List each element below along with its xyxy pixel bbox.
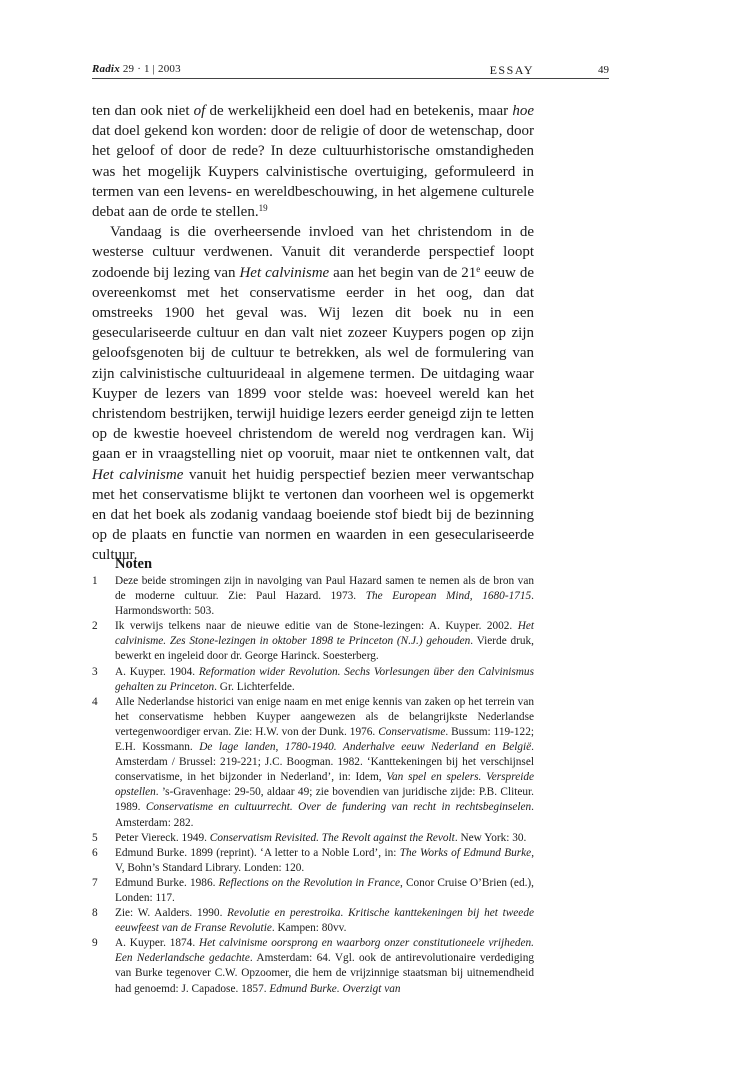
note-number: 5: [92, 831, 98, 844]
note-item: 6 Edmund Burke. 1899 (reprint). ‘A letter to a Noble Lord’, in: The Works of Edmund Burke, V, Bohn’s Standard Library. Londen: 120.: [92, 846, 535, 874]
notes-heading: Noten: [115, 556, 153, 572]
note-number: 6: [92, 846, 98, 859]
page-number: 49: [598, 64, 609, 76]
note-item: 2 Ik verwijs telkens naar de nieuwe editie van de Stone-lezingen: A. Kuyper. 2002. Het calvinisme. Zes Stone-lezingen in oktober 1898 te Princeton (N.J.) gehouden. Vierde druk, bewerkt en ingeleid door dr. George Harinck. Soesterberg.: [92, 620, 535, 663]
notes-list: [92, 574, 534, 997]
note-item: 4 Alle Nederlandse historici van enige naam en met enige kennis van zaken op het terrein van het conservatisme hebben Kuyper aangewezen als de belangrijkste Nederlandse vertegenwoordiger ervan. Zie: H.W. von der Dunk. 1976. Conservatisme. Bussum: 119-122; E.H. Kossmann. De lage landen, 1780-1940. Anderhalve eeuw Nederland en België. Amsterdam / Brussel: 219-221; J.C. Boogman. 1982. ‘Kanttekeningen bij het verschijnsel conservatisme, in het bijzonder in Nederland’, in: Idem, Van spel en spelers. Verspreide opstellen. ’s-Gravenhage: 29-50, aldaar 49; zie bovendien van juridische zijde: P.B. Cliteur. 1989. Conservatisme en cultuurrecht. Over de fundering van recht in rechtsbeginselen. Amsterdam: 282.: [92, 695, 535, 829]
note-item: 8 Zie: W. Aalders. 1990. Revolutie en perestroika. Kritische kanttekeningen bij het tweede eeuwfeest van de Franse Revolutie. Kampen: 80vv.: [92, 907, 534, 935]
footnote-reference: 19: [258, 203, 268, 214]
note-item: 7 Edmund Burke. 1986. Reflections on the Revolution in France, Conor Cruise O’Brien (ed.), Londen: 117.: [92, 876, 534, 904]
note-item: 9 A. Kuyper. 1874. Het calvinisme oorsprong en waarborg onzer constitutioneele vrijheden. Een Nederlandsche gedachte. Amsterdam: 64. Vgl. ook de antirevolutionaire verdediging van Burke tegenover C.W. Opzoomer, die hem de vrijzinnige staatsman bij uitnemendheid had genoemd: J. Capadose. 1857. Edmund Burke. Overzigt van: [92, 937, 534, 995]
running-head: [92, 63, 181, 75]
note-number: 2: [92, 620, 98, 633]
paragraph: ten dan ook niet of de werkelijkheid een doel had en betekenis, maar hoe dat doel gekend kon worden: door de religie of door de wetenschap, door het geloof of door de rede? In deze cultuurhistorische omstandigheden was het mogelijk Kuypers calvinistische overtuiging, geformuleerd in termen van een levens- en wereldbeschouwing, in het algemene culturele debat aan de orde te stellen.$^{19}$: [92, 103, 534, 221]
note-number: 1: [92, 575, 98, 587]
note-number: 9: [92, 937, 98, 950]
issue-info: 29 · 1 | 2003: [122, 63, 181, 75]
note-number: 3: [92, 665, 98, 678]
note-number: 4: [92, 695, 98, 708]
note-item: 5 Peter Viereck. 1949. Conservatism Revisited. The Revolt against the Revolt. New York: 30.: [92, 831, 534, 846]
note-number: 8: [92, 907, 98, 920]
section-label: ESSAY: [489, 63, 534, 77]
essay-body: [92, 101, 534, 566]
ordinal-superscript: e: [476, 263, 481, 274]
paragraph: Vandaag is die overheersende invloed van het christendom in de westerse cultuur verdwenen. Vanuit dit veranderde perspectief loopt zodoende bij lezing van Het calvinisme aan het begin van de 21e eeuw de overeenkomst met het conservatisme eerder in het oog, dan dat omstreeks 1900 het geval was. Wij lezen dit boek nu in een geseculariseerde cultuur en dan valt niet zozeer Kuypers pogen op zijn geloofsgenoten bij de cultuur te betrekken, als wel de formulering van zijn calvinistische cultuurideaal in algemene termen. De uitdaging waar Kuyper de lezers van 1899 voor stelde was: hoeveel wereld kan het christendom bestrijken, terwijl huidige lezers eerder geneigd zijn te letten op de kwestie hoeveel christendom de wereld nog verdragen kan. Wij gaan er in vraagstelling niet op vooruit, maar niet te ontkennen valt, dat Het calvinisme vanuit het huidig perspectief bezien meer verwantschap met het conservatisme blijkt te vertonen dan voorheen wel is opgemerkt en dat het boek als zodanig vandaag boeiende stof biedt bij de bezinning op de plaats en functie van normen en waarden in een geseculariseerde cultuur.: [92, 224, 534, 564]
running-header: [92, 63, 534, 77]
journal-name: Radix: [92, 63, 120, 75]
header-rule: [92, 78, 609, 79]
note-item: 1 Deze beide stromingen zijn in navolging van Paul Hazard samen te nemen als de bron van de moderne cultuur. Zie: Paul Hazard. 1973. The European Mind, 1680-1715. Harmondsworth: 503.: [92, 575, 534, 618]
note-number: 7: [92, 876, 98, 889]
note-item: 3 A. Kuyper. 1904. Reformation wider Revolution. Sechs Vorlesungen über den Calvinismus gehalten zu Princeton. Gr. Lichterfelde.: [92, 665, 534, 693]
